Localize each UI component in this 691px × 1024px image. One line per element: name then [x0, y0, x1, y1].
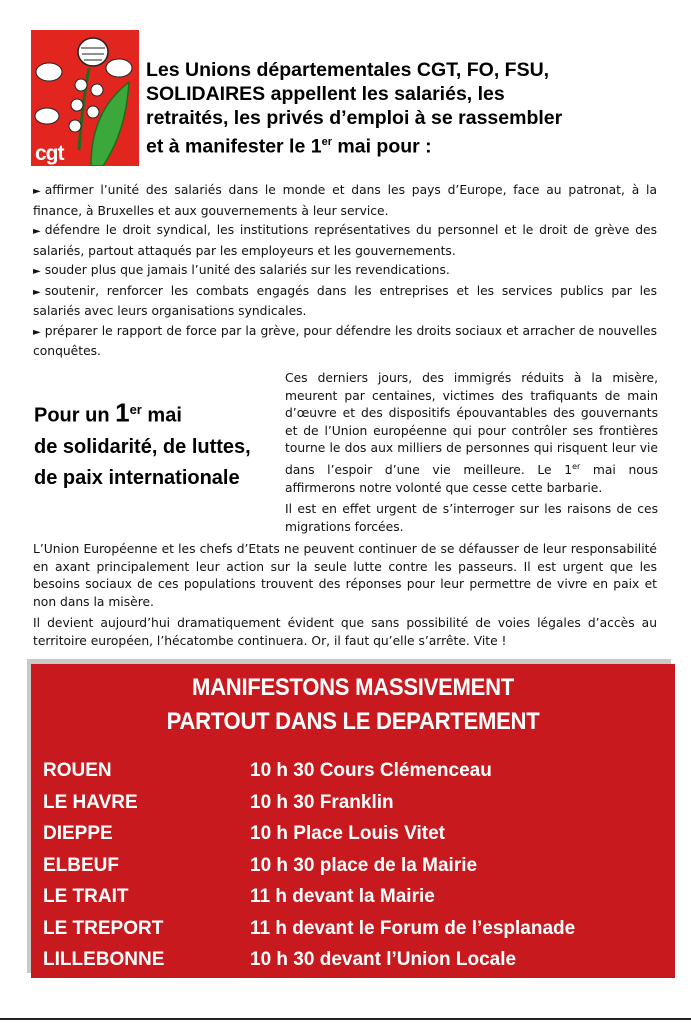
box-subtitle: PARTOUT DANS LE DEPARTEMENT [166, 708, 540, 735]
list-item-text: souder plus que jamais l’unité des salariés sur les revendications. [44, 263, 450, 277]
time-place: 10 h Place Louis Vitet [250, 823, 446, 844]
headline-text: mai pour : [332, 135, 432, 158]
cgt-logo [31, 30, 139, 166]
arrow-right-icon: ► [33, 186, 41, 197]
list-item [33, 322, 657, 362]
side-title [34, 394, 254, 494]
demonstrations-box [31, 664, 675, 978]
arrow-right-icon: ► [33, 326, 41, 338]
paragraph: L’Union Européenne et les chefs d’Etats ne peuvent continuer de se défausser de leur responsabilité en axant principalement leur action sur la seule lutte contre les passeurs. Il est urgent que les besoins sociaux de ces populations trouvent des réponses pour leur permettre de vivre en paix et non dans la misère. [33, 542, 657, 609]
city: LE TREPORT [43, 917, 164, 939]
paragraph: Il est en effet urgent de s’interroger sur les raisons de ces migrations forcées. [285, 502, 658, 534]
city: ELBEUF [43, 854, 119, 876]
schedule-row [43, 918, 673, 950]
list-item-text: préparer le rapport de force par la grève, pour défendre les droits sociaux et arracher de nouvelles conquêtes. [33, 323, 657, 358]
arrow-right-icon: ► [33, 226, 41, 237]
city: LILLEBONNE [43, 949, 165, 970]
schedule-list [43, 760, 673, 981]
headline-line: retraités, les privés d’emploi à se rassembler [146, 107, 563, 129]
right-column [285, 370, 658, 540]
demands-list [33, 181, 657, 362]
city: LE HAVRE [43, 791, 138, 813]
logo-brand: cgt [35, 142, 64, 165]
list-item [33, 181, 657, 221]
time-place: 10 h 30 place de la Mairie [250, 854, 478, 876]
list-item [33, 282, 657, 322]
schedule-row [43, 823, 673, 855]
list-item-text: défendre le droit syndical, les institutions représentatives du personnel et le droit de grève des salariés, partout attaqués par les employeurs et les gouvernements. [33, 223, 657, 258]
page-bottom-rule [0, 1018, 691, 1020]
side-title-text: de solidarité, de luttes, de paix internationale [34, 435, 251, 489]
list-item [33, 261, 657, 282]
schedule-row [43, 949, 673, 981]
superscript: er [129, 402, 142, 417]
paragraph: Il devient aujourd’hui dramatiquement évident que sans possibilité de voies légales d’accès au territoire européen, l’hécatombe continuera. Or, il faut qu’elle s’arrête. Vite ! [33, 616, 657, 648]
schedule-row [43, 760, 673, 792]
side-title-text: Pour un [34, 404, 116, 427]
box-title: MANIFESTONS MASSIVEMENT [191, 674, 515, 701]
headline-line: Les Unions départementales CGT, FO, FSU, [146, 59, 550, 81]
headline-text: et à manifester le 1 [146, 135, 322, 158]
body-text [33, 541, 657, 655]
time-place: 11 h devant le Forum de l’esplanade [250, 917, 576, 939]
headline-line [146, 130, 658, 159]
list-item [33, 221, 657, 261]
paragraph [285, 370, 658, 497]
time-place: 10 h 30 devant l’Union Locale [250, 949, 517, 970]
time-place: 10 h 30 Cours Clémenceau [250, 760, 492, 781]
superscript: er [321, 136, 332, 148]
arrow-right-icon: ► [33, 286, 41, 298]
list-item-text: affirmer l’unité des salariés dans le monde et dans les pays d’Europe, face au patronat, à la finance, à Bruxelles et aux gouvernements à leur service. [33, 183, 657, 218]
list-item-text: soutenir, renforcer les combats engagés dans les entreprises et les services publics par les salariés avec leurs organisations syndicales. [33, 283, 657, 318]
time-place: 11 h devant la Mairie [250, 886, 435, 907]
city: LE TRAIT [43, 886, 129, 907]
superscript: er [572, 461, 581, 471]
city: ROUEN [43, 760, 112, 781]
headline [146, 58, 658, 159]
paragraph-text: Ces derniers jours, des immigrés réduits à la misère, meurent par centaines, victimes des trafiquants de main d’œuvre et des dispositifs épouvantables des gouvernants et de l’Union européenne qui pour contrôler ses frontières tourne le dos aux milliers de personnes qui risquent leur vie dans l’espoir d’une vie meilleure. Le 1 [285, 371, 658, 478]
schedule-row [43, 886, 673, 918]
headline-line: SOLIDAIRES appellent les salariés, les [146, 83, 505, 105]
side-title-number: 1 [115, 397, 130, 428]
city: DIEPPE [43, 823, 113, 844]
schedule-row [43, 792, 673, 824]
time-place: 10 h 30 Franklin [250, 791, 394, 813]
arrow-right-icon: ► [33, 266, 41, 277]
schedule-row [43, 855, 673, 887]
side-title-text: mai [141, 404, 182, 427]
paragraph-text: mai nous affirmerons notre volonté que cesse cette barbarie. [285, 463, 659, 495]
